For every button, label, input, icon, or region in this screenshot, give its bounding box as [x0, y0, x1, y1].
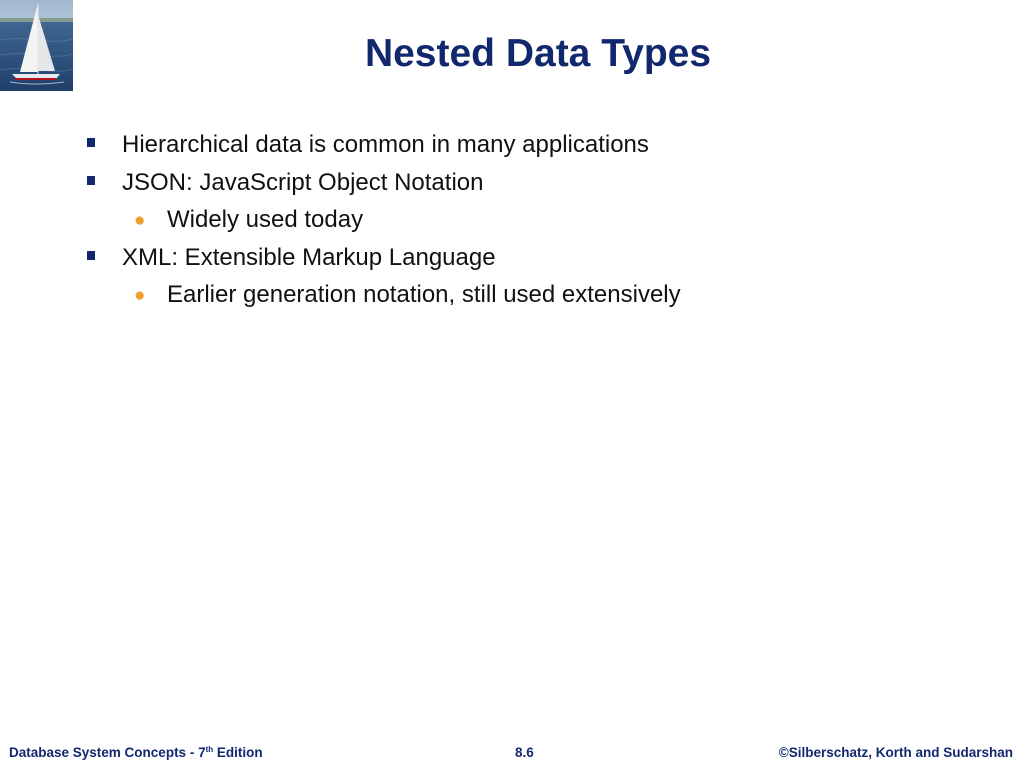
sub-bullet-text: Earlier generation notation, still used extensively	[167, 281, 681, 308]
footer-copyright: ©Silberschatz, Korth and Sudarshan	[778, 745, 1013, 760]
footer-book-title	[9, 745, 263, 760]
bullet-item	[84, 239, 984, 277]
square-bullet-icon	[87, 176, 95, 185]
bullet-text: JSON: JavaScript Object Notation	[122, 168, 484, 196]
footer-book-superscript: th	[205, 745, 214, 754]
square-bullet-icon	[87, 251, 95, 260]
slide-footer	[0, 745, 1024, 765]
footer-book-suffix: Edition	[213, 745, 263, 760]
footer-slide-number: 8.6	[515, 745, 534, 760]
bullet-text: Hierarchical data is common in many applications	[122, 131, 649, 158]
bullet-item	[84, 126, 984, 164]
slide-title: Nested Data Types	[364, 32, 712, 75]
footer-book-prefix: Database System Concepts - 7	[9, 745, 206, 760]
sub-bullet-item	[84, 201, 984, 239]
bullet-item	[84, 164, 984, 202]
sub-bullet-text: Widely used today	[167, 206, 364, 233]
dot-bullet-icon: ●	[134, 210, 146, 231]
bullet-list	[84, 126, 984, 314]
square-bullet-icon	[87, 138, 95, 147]
sub-bullet-item	[84, 276, 984, 314]
bullet-text: XML: Extensible Markup Language	[122, 243, 496, 271]
dot-bullet-icon: ●	[134, 285, 146, 306]
